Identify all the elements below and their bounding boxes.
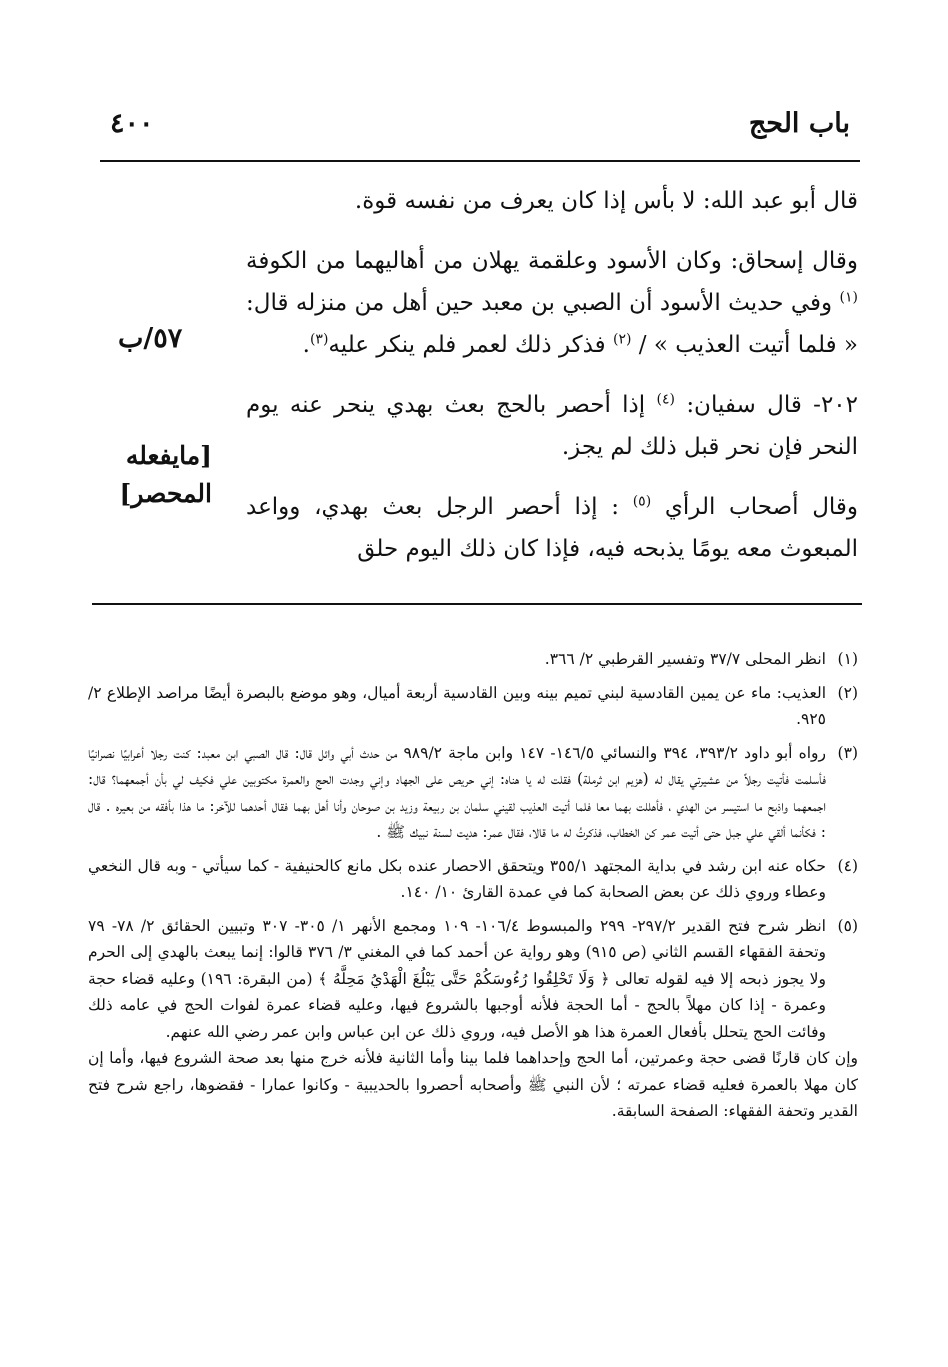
paragraph-1: قال أبو عبد الله: لا بأس إذا كان يعرف من نفسه قوة. (354, 188, 858, 214)
footnote-continuation: وإن كان قارنًا قضى حجة وعمرتين، أما الحج وإحداهما فلما بينا وأما الثانية فلأنه خرج منها بعد صحة الشروع فيها، وأما إن كان مهلا بالعمرة فعليه قضاء عمرته ؛ لأن النبي ﷺ وأصحابه أحصروا بالحديبية - وكانوا عمارا - فقضوها، راجع شرح فتح القدير وتحفة الفقهاء: الصفحة السابقة. (88, 1049, 858, 1120)
footnote-number: (٤) (837, 856, 858, 875)
footnote-3 (88, 740, 858, 846)
footnote-number: (٣) (837, 743, 858, 762)
footnote-number: (١) (837, 650, 858, 668)
running-header (110, 108, 850, 148)
footnote-ref-4[interactable]: (٤) (656, 391, 675, 408)
paragraph-2-end: . (302, 332, 310, 358)
footnote-4 (88, 853, 858, 906)
paragraph-2 (246, 240, 858, 366)
paragraph-4-part-b: : إذا أحصر الرجل بعث بهدي، وواعد المبعوث معه يومًا يذبحه فيه، فإذا كان ذلك اليوم حلق (246, 494, 858, 562)
footnote-text: حكاه عنه ابن رشد في بداية المجتهد ٣٥٥/١ ويتحقق الاحصار عنده بكل مانع كالحنيفية - كما سيأتي - وبه قال النخعي وعطاء وروي ذلك عن بعض الصحابة كما في عمدة القارئ ١٠/ ١٤٠. (88, 856, 827, 901)
folio-marker: ٥٧/ب (118, 323, 183, 354)
paragraph-3-part-b: إذا أحصر بالحج بعث بهدي ينحر عنه يوم النحر فإن نحر قبل ذلك لم يجز. (246, 392, 858, 460)
footnote-1 (88, 646, 858, 673)
footnote-number: (٥) (837, 916, 858, 935)
paragraph-3 (246, 384, 858, 468)
footnote-number: (٢) (837, 683, 858, 702)
side-heading-line1: [مايفعله (125, 441, 212, 470)
footnote-5 (88, 913, 858, 1125)
footnote-text: انظر شرح فتح القدير ٢٩٧/٢- ٢٩٩ والمبسوط ١٠٦/٤- ١٠٩ ومجمع الأنهر ١/ ٣٠٥- ٣٠٧ وتبيين الحقائق ٢/ ٧٨- ٧٩ وتحفة الفقهاء القسم الثاني (ص ٩١٥) وهو رواية عن أحمد كما في المغني ٣/ ٣٧٦ قالوا: إنما يبعث بالهدي إلى الحرم ولا يجوز ذبحه إلا فيه لقوله تعالى ﴿ وَلَا تَحْلِقُوا رُءُوسَكُمْ حَتَّى يَبْلُغَ الْهَدْيُ مَحِلَّهُ ﴾ (من البقرة: ١٩٦) وعليه قضاء حجة وعمرة - إذا كان مهلاً بالحج - أما الحجة فلأنه أوجبها بالشروع فيها، وعليه قضاء عمرة لفوات الحج في عامه ذلك وفائت الحج يتحلل بأفعال العمرة هذا هو الأصل فيه، وروي ذلك عن ابن عباس وابن عمر رضي الله عنهم. (88, 916, 827, 1041)
side-heading-line2: المحصر] (119, 479, 212, 508)
paragraph-2-part-a: وقال إسحاق: وكان الأسود وعلقمة يهلان من أهاليهما من الكوفة (246, 248, 858, 274)
main-text (246, 180, 858, 570)
page-number: ٤٠٠ (110, 108, 154, 139)
chapter-title: باب الحج (748, 108, 850, 139)
footnote-ref-2[interactable]: (٢) (612, 331, 632, 348)
header-rule (100, 160, 860, 162)
footnote-ref-3[interactable]: (٣) (309, 331, 329, 348)
footnote-2 (88, 680, 858, 733)
footnote-text: انظر المحلى ٣٧/٧ وتفسير القرطبي ٢/ ٣٦٦. (544, 650, 826, 668)
footnotes-rule (92, 603, 862, 605)
footnote-text: العذيب: ماء عن يمين القادسية لبني تميم بينه وبين القادسية أربعة أميال، وهو موضع بالبصرة أيضًا مراصد الإطلاع ٢/ ٩٢٥. (88, 683, 826, 728)
paragraph-4-part-a: وقال أصحاب الرأي (664, 494, 859, 520)
paragraph-2-part-b: وفي حديث الأسود أن الصبي بن معبد حين أهل من منزله قال: « فلما أتيت العذيب » / (246, 290, 858, 358)
paragraph-4 (246, 486, 858, 570)
footnote-ref-1[interactable]: (١) (839, 289, 858, 306)
paragraph-3-part-a: ٢٠٢- قال سفيان: (686, 392, 858, 418)
footnote-text: رواه أبو داود ٣٩٣/٢، ٣٩٤ والنسائي ١٤٦/٥- ١٤٧ وابن ماجة ٩٨٩/٢ من حدث أبي وائل قال: قال الصبي ابن معبد: كنت رجلا أعرابيًا نصرانيًا فأسلمت فأتيت رجلاً من عشيرتي يقال له (هزيم ابن ثرملة) فقلت له يا هناه: إني حريص على الجهاد وإني وجدت الحج والعمرة مكتوبين علي فكيف لي بأن أجمعهما؟ قال: اجمعهما واذبح ما استيسر من الهدي ، فأهللت بهما معا فلما أتيت العذيب لقيني سلمان بن ربيعة وزيد بن صوحان وأنا أهل بهما فقال أحدهما للآخر: ما هذا بأفقه من بعيره . قال : فكأنما ألقي علي جبل حتى أتيت عمر كن الخطاب، فذكرتُ له ما قالا، فقال عمر: هديت لسنة نبيك ﷺ . (88, 743, 826, 841)
side-heading (112, 437, 212, 513)
footnotes (88, 646, 858, 1132)
footnote-ref-5[interactable]: (٥) (632, 493, 652, 510)
paragraph-2-part-c: فذكر ذلك لعمر فلم ينكر عليه (328, 332, 606, 358)
